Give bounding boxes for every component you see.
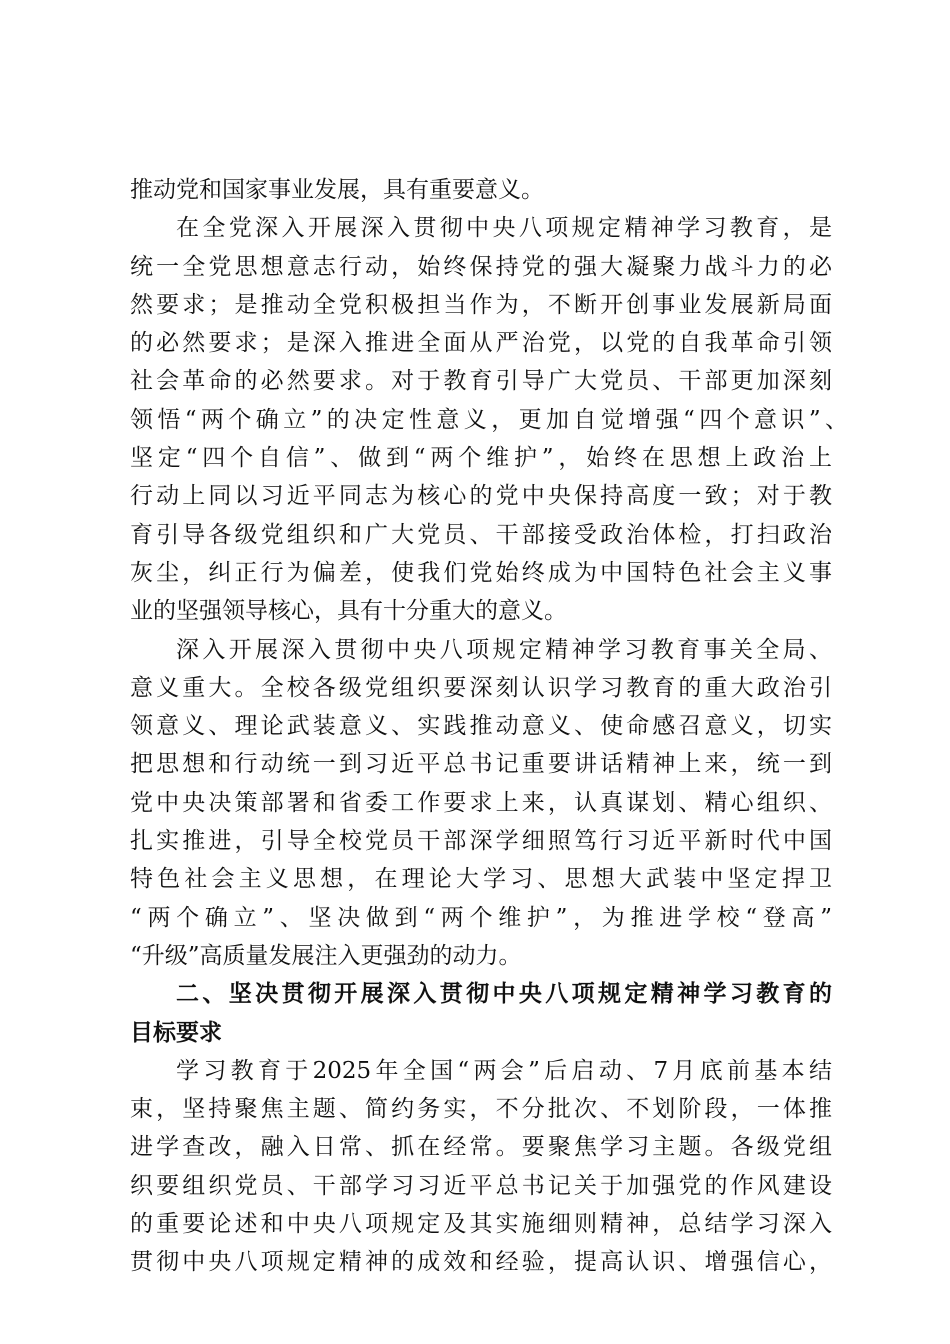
document-body: [130, 171, 848, 1282]
text-line: 织要组织党员、干部学习习近平总书记关于加强党的作风建设: [130, 1172, 832, 1199]
text-line: 业的坚强领导核心，具有十分重大的意义。: [130, 598, 567, 625]
text-line: 的重要论述和中央八项规定及其实施细则精神，总结学习深入: [130, 1211, 832, 1238]
text-line: 在全党深入开展深入贯彻中央八项规定精神学习教育，是: [176, 215, 832, 242]
text-line: 学习教育于2025年全国“两会”后启动、7月底前基本结: [176, 1057, 832, 1084]
text-line: 特色社会主义思想，在理论大学习、思想大武装中坚定捍卫: [130, 866, 832, 893]
text-line: “升级”高质量发展注入更强劲的动力。: [130, 942, 522, 969]
text-line: 统一全党思想意志行动，始终保持党的强大凝聚力战斗力的必: [130, 253, 832, 280]
paragraph-3: [130, 631, 832, 976]
text-line: 把思想和行动统一到习近平总书记重要讲话精神上来，统一到: [130, 751, 832, 778]
section-heading: [130, 975, 832, 1052]
text-line: 推动党和国家事业发展，具有重要意义。: [130, 177, 544, 203]
text-line: 进学查改，融入日常、抓在经常。要聚焦学习主题。各级党组: [130, 1134, 832, 1161]
heading-line: 二、坚决贯彻开展深入贯彻中央八项规定精神学习教育的: [176, 981, 832, 1008]
text-line: 党中央决策部署和省委工作要求上来，认真谋划、精心组织、: [130, 789, 832, 816]
text-line: 意义重大。全校各级党组织要深刻认识学习教育的重大政治引: [130, 674, 832, 701]
text-line: “两个确立”、坚决做到“两个维护”，为推进学校“登高”: [130, 904, 832, 931]
paragraph-4: [130, 1052, 832, 1282]
text-line: 深入开展深入贯彻中央八项规定精神学习教育事关全局、: [176, 636, 832, 663]
text-line: 的必然要求；是深入推进全面从严治党，以党的自我革命引领: [130, 330, 832, 357]
text-line: 育引导各级党组织和广大党员、干部接受政治体检，打扫政治: [130, 521, 832, 548]
text-line: 行动上同以习近平同志为核心的党中央保持高度一致；对于教: [130, 483, 832, 510]
text-line: 然要求；是推动全党积极担当作为，不断开创事业发展新局面: [130, 291, 832, 318]
paragraph-1: [130, 171, 832, 209]
paragraph-2: [130, 209, 848, 630]
text-line: 灰尘，纠正行为偏差，使我们党始终成为中国特色社会主义事: [130, 559, 832, 586]
text-line: 领悟“两个确立”的决定性意义，更加自觉增强“四个意识”、: [130, 406, 848, 433]
text-line: 社会革命的必然要求。对于教育引导广大党员、干部更加深刻: [130, 368, 832, 395]
text-line: 贯彻中央八项规定精神的成效和经验，提高认识、增强信心，: [130, 1249, 832, 1276]
heading-line: 目标要求: [130, 1019, 222, 1046]
text-line: 领意义、理论武装意义、实践推动意义、使命感召意义，切实: [130, 713, 832, 740]
text-line: 束，坚持聚焦主题、简约务实，不分批次、不划阶段，一体推: [130, 1096, 832, 1123]
text-line: 扎实推进，引导全校党员干部深学细照笃行习近平新时代中国: [130, 828, 832, 855]
text-line: 坚定“四个自信”、做到“两个维护”，始终在思想上政治上: [130, 445, 832, 472]
